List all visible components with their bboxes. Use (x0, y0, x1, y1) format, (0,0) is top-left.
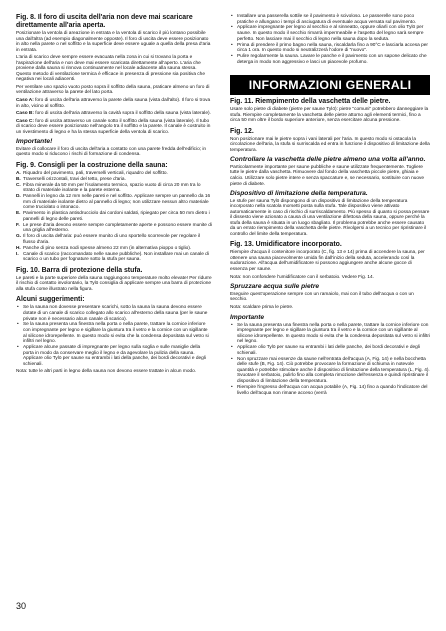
item-text: Fibra minerale da 50 mm per l'isolamento termico, spazio vuoto di circa 20 mm tra lo strato di materiale isolante e la parete esterna. (23, 182, 201, 194)
fig13-note: Nota: non confondere l'umidificatore con il serbatoio. Vedere Fig. 14. (230, 274, 375, 280)
bullet-icon: • (231, 345, 233, 351)
item-text: Canale di scarico (raccomandato nelle saune pubbliche). Non installare mai un canale di scarico o un tubo per fognature sotto la stufa per sauna. (23, 251, 209, 263)
suggestion-text: Se la sauna non dovesse presentare scarichi, sotto la sauna la sauna devono essere dotate di un canale di scarico collegato allo scarico all'esterno della sauna (per le saune private non è necessario alcun canale di scarico). (23, 305, 208, 322)
right-column (230, 14, 430, 398)
case-b-label: Caso B: (16, 111, 34, 117)
fig8-heading: Fig. 8. Il foro di uscita dell'aria non deve mai scaricare direttamente all'aria aperta. (16, 14, 193, 29)
suggestion-text: Applicare alcune passate di impregnante per legno sulla soglia e sulle maniglie della porta in modo da conservare meglio il legno e da agevolare la pulizia della sauna. Applicare olio Tylö per saune su entrambi i lati della panche, dei bordi decorativi e degli schienali. (23, 345, 206, 367)
left-column (16, 14, 212, 377)
construction-tip-item (16, 194, 212, 211)
important-item (230, 385, 430, 396)
maintenance-item (230, 14, 430, 25)
maintenance-text: Pulire regolarmente la sauna. Lavare le panche e il pavimento con un sapone delicato che deterga in modo non aggressivo e lasci un piacevole profumo. (237, 54, 427, 65)
fig12-heading: Fig. 12. (230, 127, 254, 135)
suggestion-item (16, 305, 212, 322)
bullet-icon: • (231, 322, 233, 328)
construction-tip-item (16, 177, 212, 183)
fig8-paragraph: Per ventilare uno spazio vuoto posto sopra il soffitto della sauna, praticare almeno un foro di ventilazione attraverso la parete del lato porta. (16, 84, 210, 96)
construction-tip-item (16, 171, 212, 177)
construction-tip-item (16, 234, 212, 245)
important-text: Se la sauna presenta una finestra nella porta o nella parete, trattare la cornice inferiore con impregnante per legno e sigillare la giuntura tra il vetro e la cornice con un sigillante al silicone idrorepellente. In questo modo si evita che la condensa depositata sul vetro si infiltri nel legno. (237, 322, 431, 345)
suggestion-item (16, 322, 212, 344)
case-c-text: foro di uscita attraverso un canale sotto il soffitto della sauna (vista laterale). Il tubo di scarico deve essere posizionato nell'angolo tra il soffitto e la parete. Il canale è costruito in un rivestimento di legno e ha la stessa superficie della ventola di scarico. (16, 118, 211, 135)
fig13-heading: Fig. 13. Umidificatore incorporato. (230, 241, 342, 249)
construction-tip-item (16, 183, 212, 194)
pour-paragraph: Eseguire quest'operazione sempre con un ramaiolo, mai con il tubo dell'acqua o con un secchio. (230, 291, 414, 303)
limiter-paragraph: Le stufe per sauna Tylö dispongono di un dispositivo di limitazione della temperatura incorporato nella scatola morsetti posta sulla stufa. Tale dispositivo viene attivato automaticamente in caso di rischio di surriscaldamento. Più spesso di quanto si possa pensare il dissesto viene azionato a causa di una ventilazione difettosa della sauna, oppure perché la stufa della sauna è situata in un luogo sbagliato. Il problema potrebbe anche essere causato da un errato riempimento della vaschetta delle pietre. Rivolgersi a un tecnico per ripristinare il controllo del limite della temperatura. (230, 198, 430, 237)
item-text: Panche di pino senza nodi spesse almeno 22 mm (in alternativa pioppo o tiglio). (23, 245, 192, 251)
item-marker: A. (16, 170, 21, 176)
maintenance-text: Installare una passerella sottile se il pavimento è scivoloso. Le passerelle sono poco pratiche e allungano i tempi di asciugatura di eventuale acqua versata sul pavimento. (237, 14, 417, 25)
control-paragraph: Particolarmente importante per saune pubbliche e saune utilizzate frequentemente. Togliere tutte le pietre dalla vaschetta. Rimuovere dal fondo della vaschetta piccole pietre, ghiaia e calcio. Utilizzare solo pietre intere e senza spaccature e, se necessario, sostituire con nuove pietre di diabete. (230, 164, 425, 187)
suggestion-text: Se la sauna presenta una finestra nella porta o nella parete, trattare la cornice inferiore con impregnante per legno e sigillare la giuntura tra il vetro e la cornice con un sigillante al silicone idrorepellente. In questo modo si evita che la condensa depositata sul vetro si infiltri nel legno. (23, 322, 209, 345)
bullet-icon: • (17, 345, 19, 351)
important-item (230, 323, 430, 345)
section-banner: INFORMAZIONI GENERALI (230, 75, 430, 95)
bullet-icon: • (231, 384, 233, 390)
bullet-icon: • (231, 14, 233, 19)
important-text: Riempire l'ingresso dell'acqua con acqua potabile (A, Fig. 14) fino a quando l'indicatore del livello dell'acqua non rimane acceso (verrà (237, 384, 428, 396)
maintenance-list (230, 14, 430, 65)
item-text: Il foro di uscita dell'aria: può essere munito di uno sportello scorrevole per regolare il flusso d'aria. (23, 234, 201, 245)
maintenance-item (230, 54, 430, 65)
limiter-heading: Dispositivo di limitazione della temperatura. (230, 190, 368, 198)
fig12-paragraph: Non posizionare mai le pietre sopra i vani laterali per l'aria. In questo modo si ostacola la circolazione dell'aria, la stufa si surriscalda ed entra in funzione il dispositivo di limitazione della temperatura. (230, 136, 430, 153)
construction-tip-item (16, 223, 212, 234)
case-a-paragraph (16, 98, 212, 109)
fig9-heading: Fig. 9. Consigli per la costruzione della sauna: (16, 161, 168, 169)
page-number: 30 (16, 601, 27, 611)
case-a-label: Caso A: (16, 98, 34, 104)
case-c-paragraph (16, 119, 212, 136)
construction-tips-list (16, 171, 212, 263)
control-heading: Controllare la vaschetta delle pietre almeno una volta all'anno. (230, 156, 426, 164)
fig11-paragraph: Usare solo pietre di diabete (pietre per saune Tylö): pietre "comuni" potrebbero danneggiare la stufa. Riempire completamente la vaschetta delle pietre attorno agli elementi termici, fino a circa 50 mm oltre il bordo superiore anteriore, senza esercitare alcuna pressione. (230, 107, 429, 124)
suggestions-heading: Alcuni suggerimenti: (16, 296, 85, 304)
suggestion-item (16, 345, 212, 367)
important-paragraph: Evitare di collocare il foro di uscita dell'aria a contatto con una parete fredda dell'edificio; in questo modo si riducono i rischi di formazione di condensa. (16, 146, 207, 158)
bullet-icon: • (231, 54, 233, 59)
item-text: Riquadro del pavimento, pali, traverselli verticali, riquadro del soffitto. (23, 170, 168, 176)
item-marker: G. (16, 234, 22, 240)
maintenance-text: Prima di prendere il primo bagno nella sauna, riscaldarla fino a 90°C e lasciarla accesa per circa 1 ora. In questo modo si neutralizzerà l'odore di "nuovo". (237, 42, 428, 54)
fig8-paragraph: Posizionare la ventola di areazione in entrata e la ventola di scarico il più lontano possibile una dall'altra (ad esempio diagonalmente opposte). Il foro di uscita deve essere posizionato in alto nella parete o nel soffitto e la superficie deve essere uguale a quella della presa d'aria in entrata. (16, 31, 211, 53)
bullet-icon: • (231, 356, 233, 362)
construction-tip-item (16, 252, 212, 263)
item-marker: D. (16, 194, 21, 200)
case-c-label: Caso C: (16, 118, 34, 124)
fig11-heading: Fig. 11. Riempimento della vaschetta delle pietre. (230, 98, 391, 106)
fig13-paragraph: Riempire d'acqua il contenitore incorporato (C, fig. 13 e 14) prima di accendere la sauna, per ottenere una sauna piacevolmente umida fin dall'inizio della seduta, accelerando così la sudorazione. All'acqua dell'umidificatore si possono aggiungere anche alcune gocce di essenza per saune. (230, 250, 425, 273)
note-paragraph: Nota: tutte le altri parti in legno della sauna non devono essere trattate in alcun modo. (16, 369, 197, 375)
bullet-icon: • (17, 305, 19, 311)
item-marker: E. (16, 211, 21, 217)
fig10-heading: Fig. 10. Barra di protezione della stufa. (16, 266, 143, 274)
case-b-paragraph (16, 111, 212, 117)
important-item (230, 345, 430, 356)
pour-heading: Spruzzare acqua sulle pietre (230, 283, 320, 291)
item-text: Le prese d'aria devono essere sempre completamente aperte e possono essere munite di una griglia all'esterno. (23, 222, 212, 234)
case-b-text: foro di uscita dell'aria attraverso la cavità sopra il soffitto della sauna (vista laterale). (33, 111, 211, 117)
fig10-paragraph: Le pareti e la parte superiore della sauna raggiungono temperature molto elevate! Per ridurre il rischio di contatto involontario, la Tylö consiglia di applicare sempre una barra di protezione alla stufa come illustrato nella figura. (16, 275, 212, 292)
construction-tip-item (16, 246, 212, 252)
item-marker: I. (16, 251, 19, 257)
maintenance-item (230, 43, 430, 54)
item-text: Traverselli orizzontali, travi del tetto, prese d'aria. (23, 176, 126, 182)
item-text: Pavimento in plastica antisdrucciolo dai cordoni saldati, ripiegato per circa 50 mm dietro i pannelli di legno delle pareti. (23, 211, 210, 222)
important-text: Applicare olio Tylö per saune su entrambi i lati delle panche, dei bordi decorativi e degli schienali. (237, 345, 420, 356)
bullet-icon: • (231, 25, 233, 31)
item-marker: F. (16, 222, 20, 228)
important-item (230, 357, 430, 385)
item-marker: C. (16, 182, 21, 188)
item-marker: B. (16, 176, 21, 182)
important-heading: Importante (230, 314, 265, 322)
item-text: Pannelli in legno da 12 mm nelle pareti e nel soffitto. Applicare sempre un pannello da 16 mm di materiale isolante dietro al pannello di legno; non utilizzare nessun altro materiale come truciolato o intonaco. (23, 194, 211, 211)
suggestions-list (16, 305, 212, 367)
bullet-icon: • (231, 42, 233, 48)
bullet-icon: • (17, 322, 19, 328)
pour-note: Nota: scaldare prima le pietre. (230, 304, 294, 310)
construction-tip-item (16, 211, 212, 222)
important-list (230, 323, 430, 396)
item-marker: H. (16, 245, 21, 251)
important-text: Non spruzzare mai essenze da saune nell'entrata dell'acqua (A, Fig. 14) e nella bocchetta delle stufe (B, Fig. 14). Ciò potrebbe provocare la formazione di schiuma in notevole quantità e potrebbe stimolare anche il dispositivo di limitazione della temperatura (L, Fig. 4). Svuotare il serbatoio, pulirlo fino alla completa rimozione dell'essenza e quindi ripristinare il dispositivo di limitazione della temperatura. (237, 356, 430, 385)
important-heading: Importante! (16, 138, 53, 146)
fig8-paragraph: L'aria di scarico deve sempre essere evacuata nella zona in cui si trovano la porta e l'aspirazione dell'aria e non deve mai essere scaricata direttamente all'aperto. L'aria che proviene dalla sauna si rinnova continuamente nel locale adiacente alla sauna stessa. Questo metodo di ventilazione termica è efficace in presenza di pressione sia positiva che negativa nei locali adiacenti. (16, 55, 205, 83)
case-a-text: foro di uscita dell'aria attraverso la parete della sauna (vista dall'alto). Il foro si trova in alto, vicino al soffitto. (16, 98, 211, 109)
maintenance-text: Applicare impregnante per legno al secchio e al sinneatto, oppure oliarli con olio Tylö per saune. In questo modo il secchio rimarrà impermeabile e l'aspetto del legno sarà sempre perfetto. Non lasciare mai il secchio di legno nella sauna dopo la seduta. (237, 25, 424, 42)
maintenance-item (230, 25, 430, 42)
